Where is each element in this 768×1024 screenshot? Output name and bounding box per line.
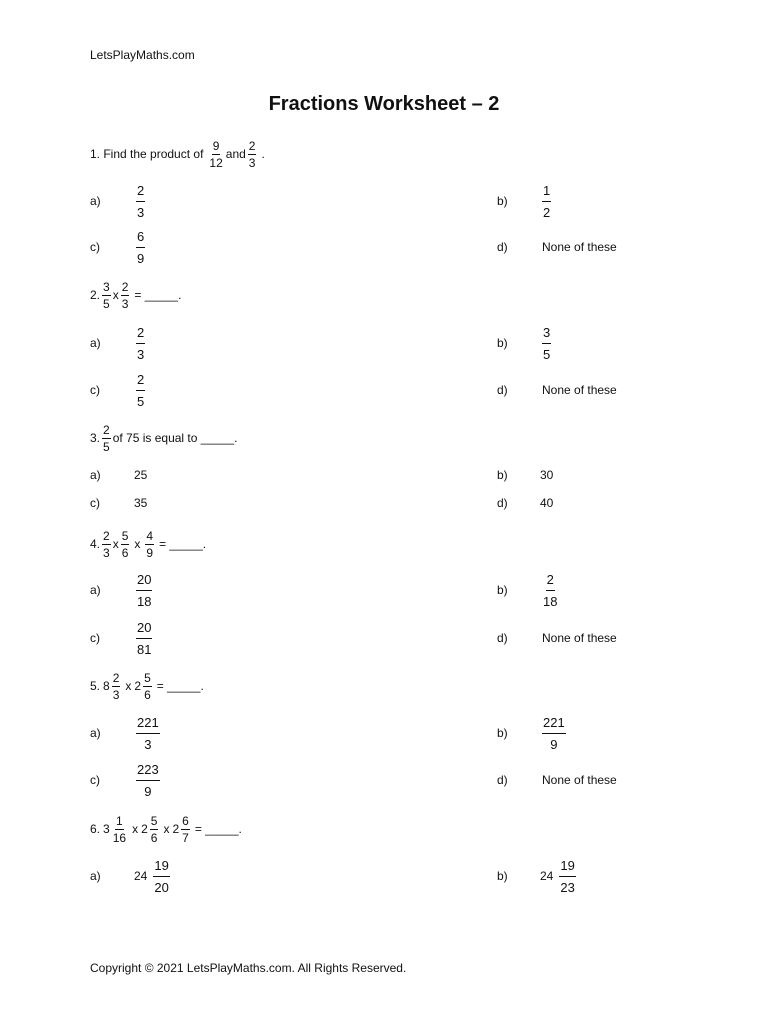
option-value: 25 <box>134 468 148 482</box>
fraction: $\frac{2}{3}$ <box>103 528 110 560</box>
option-value: $\frac{2}{3}$ <box>137 324 145 362</box>
option-value: $\frac{20}{18}$ <box>137 571 152 609</box>
operator: x <box>112 288 119 302</box>
fraction: $\frac{6}{7}$ <box>182 813 189 845</box>
option-value: 40 <box>540 496 554 510</box>
fraction: $\frac{2}{3}$ <box>112 670 120 702</box>
fraction: $\frac{1}{16}$ <box>112 813 127 845</box>
question-6 <box>90 809 242 849</box>
page-title: Fractions Worksheet – 2 <box>268 93 500 115</box>
fraction: $\frac{2}{5}$ <box>103 422 110 454</box>
question-2 <box>90 275 181 315</box>
question-text: 3. <box>90 431 101 445</box>
option-value: None of these <box>542 240 617 254</box>
option-value: $\frac{2}{5}$ <box>137 371 145 409</box>
option-label: b) <box>497 468 508 482</box>
option-value: $\frac{6}{9}$ <box>137 228 145 266</box>
option-label: b) <box>497 726 508 740</box>
question-4 <box>90 524 206 564</box>
option-label: a) <box>90 336 101 350</box>
fraction: $\frac{2}{3}$ <box>121 279 129 311</box>
question-text: 5. <box>90 679 101 693</box>
option-label: b) <box>497 869 508 883</box>
question-5 <box>90 666 204 706</box>
question-text: and <box>225 147 246 161</box>
whole-number: 2 <box>172 822 180 836</box>
fraction: $\frac{4}{9}$ <box>146 528 154 560</box>
fraction: $\frac{5}{6}$ <box>150 813 158 845</box>
option-value: 24 $\frac{19}{20}$ <box>134 857 169 895</box>
option-value: $\frac{1}{2}$ <box>543 182 551 220</box>
option-label: d) <box>497 496 508 510</box>
option-value: $\frac{2}{3}$ <box>137 182 145 220</box>
whole-number: 2 <box>134 679 142 693</box>
option-label: c) <box>90 631 100 645</box>
question-text: 6. <box>90 822 101 836</box>
option-value: $\frac{2}{18}$ <box>543 571 558 609</box>
question-1 <box>90 134 265 174</box>
option-value: $\frac{221}{9}$ <box>543 714 565 752</box>
option-label: d) <box>497 240 508 254</box>
question-3 <box>90 418 237 458</box>
option-label: a) <box>90 869 101 883</box>
option-label: d) <box>497 383 508 397</box>
option-value: $\frac{221}{3}$ <box>137 714 159 752</box>
operator: x <box>125 679 132 693</box>
option-value: 35 <box>134 496 148 510</box>
option-label: a) <box>90 468 101 482</box>
option-label: c) <box>90 773 100 787</box>
question-text: 2. <box>90 288 101 302</box>
question-text: = _____. <box>156 679 204 693</box>
option-label: b) <box>497 194 508 208</box>
option-label: d) <box>497 631 508 645</box>
fraction: $\frac{5}{6}$ <box>144 670 151 702</box>
question-text: = _____. <box>159 537 207 551</box>
operator: x <box>132 822 139 836</box>
fraction: $\frac{5}{6}$ <box>121 528 129 560</box>
fraction: $\frac{3}{5}$ <box>103 279 110 311</box>
option-label: b) <box>497 583 508 597</box>
question-text: 1. Find the product of <box>90 147 204 161</box>
fraction: $\frac{2}{3}$ <box>248 138 256 170</box>
option-label: a) <box>90 583 101 597</box>
option-label: c) <box>90 496 100 510</box>
option-value: 24 $\frac{19}{23}$ <box>540 857 575 895</box>
copyright-footer: Copyright © 2021 LetsPlayMaths.com. All Rights Reserved. <box>90 961 407 975</box>
option-value: $\frac{3}{5}$ <box>543 324 551 362</box>
option-label: b) <box>497 336 508 350</box>
option-label: a) <box>90 194 101 208</box>
option-value: $\frac{20}{81}$ <box>137 619 152 657</box>
option-label: c) <box>90 240 100 254</box>
question-text: = _____. <box>194 822 242 836</box>
question-text: . <box>261 147 265 161</box>
option-value: None of these <box>542 383 617 397</box>
operator: x <box>163 822 170 836</box>
question-text: = _____. <box>134 288 182 302</box>
operator: x <box>134 537 141 551</box>
option-label: a) <box>90 726 101 740</box>
whole-number: 8 <box>103 679 110 693</box>
operator: x <box>112 537 119 551</box>
option-label: c) <box>90 383 100 397</box>
question-text: 4. <box>90 537 101 551</box>
option-value: None of these <box>542 773 617 787</box>
option-label: d) <box>497 773 508 787</box>
whole-number: 3 <box>103 822 110 836</box>
option-value: None of these <box>542 631 617 645</box>
option-value: 30 <box>540 468 554 482</box>
question-text: of 75 is equal to _____. <box>112 431 238 445</box>
whole-number: 2 <box>141 822 148 836</box>
fraction: $\frac{9}{12}$ <box>209 138 223 170</box>
option-value: $\frac{223}{9}$ <box>137 761 159 799</box>
site-name: LetsPlayMaths.com <box>90 48 195 62</box>
